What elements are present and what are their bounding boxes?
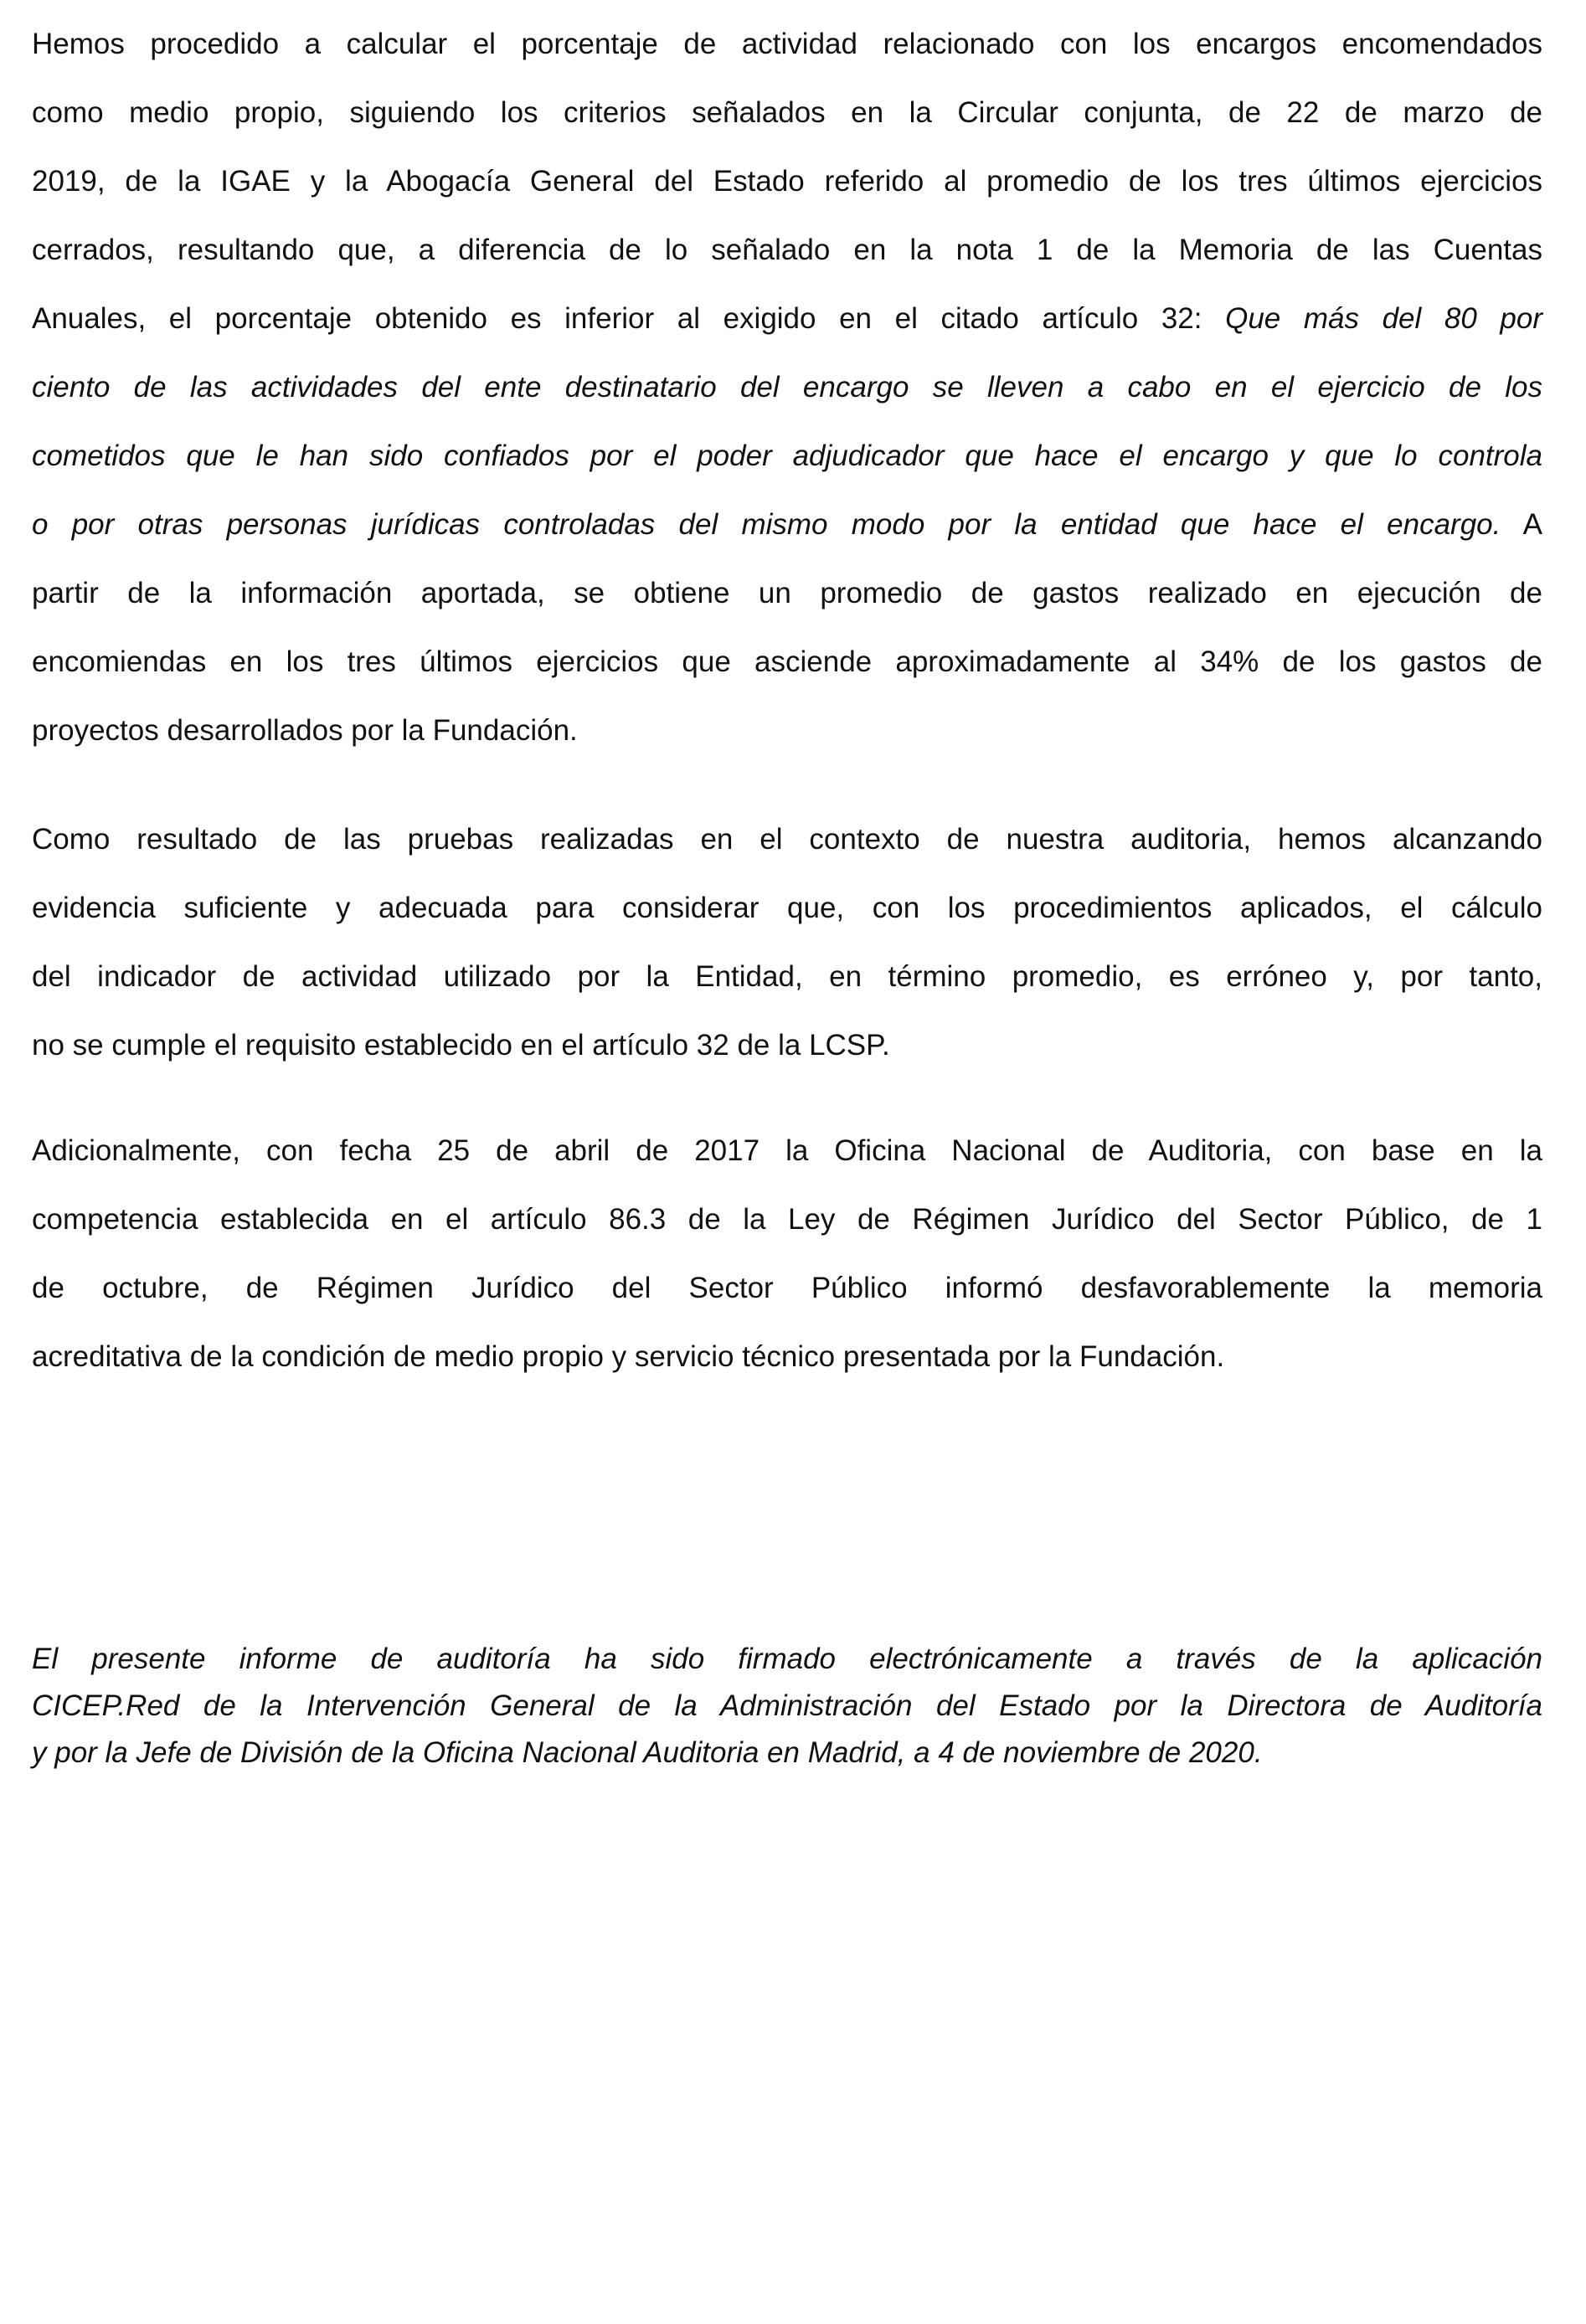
- text-segment: Anuales, el porcentaje obtenido es inferior al exigido en el citado artículo 32:: [32, 302, 1226, 335]
- text-segment: cometidos que le han sido confiados por el poder adjudicador que hace el encargo y que lo controla: [32, 440, 1542, 472]
- text-line: [32, 491, 1542, 559]
- text-line: [32, 1185, 1542, 1254]
- text-line: [32, 353, 1542, 422]
- text-line: [32, 422, 1542, 491]
- text-segment: A: [1501, 508, 1542, 541]
- text-segment: cerrados, resultando que, a diferencia de lo señalado en la nota 1 de la Memoria de las Cuentas: [32, 234, 1542, 266]
- text-line: [32, 10, 1542, 79]
- text-segment: encomiendas en los tres últimos ejercicios que asciende aproximadamente al 34% de los gastos de: [32, 645, 1542, 678]
- text-line: [32, 1323, 1542, 1391]
- signature-note: [32, 1636, 1542, 1776]
- text-segment: y por la Jefe de División de la Oficina Nacional Auditoria en Madrid, a 4 de noviembre de 2020.: [32, 1736, 1263, 1769]
- text-segment: 2019, de la IGAE y la Abogacía General del Estado referido al promedio de los tres últimos ejercicios: [32, 165, 1542, 198]
- text-line: [32, 874, 1542, 943]
- text-line: [32, 628, 1542, 697]
- text-segment: Adicionalmente, con fecha 25 de abril de 2017 la Oficina Nacional de Auditoria, con base en la: [32, 1134, 1542, 1167]
- text-line: [32, 1254, 1542, 1323]
- text-line: [32, 943, 1542, 1011]
- text-line: [32, 697, 1542, 765]
- text-segment: competencia establecida en el artículo 86.3 de la Ley de Régimen Jurídico del Sector Público, de 1: [32, 1203, 1542, 1236]
- text-segment: o por otras personas jurídicas controladas del mismo modo por la entidad que hace el encargo.: [32, 508, 1501, 541]
- text-segment: Como resultado de las pruebas realizadas en el contexto de nuestra auditoria, hemos alcanzando: [32, 823, 1542, 856]
- text-segment: evidencia suficiente y adecuada para considerar que, con los procedimientos aplicados, el cálculo: [32, 892, 1542, 924]
- text-segment: como medio propio, siguiendo los criterios señalados en la Circular conjunta, de 22 de marzo de: [32, 96, 1542, 129]
- text-line: [32, 1636, 1542, 1683]
- text-line: [32, 1683, 1542, 1730]
- text-segment: Hemos procedido a calcular el porcentaje de actividad relacionado con los encargos encomendados: [32, 28, 1542, 60]
- text-line: [32, 1011, 1542, 1080]
- text-line: [32, 147, 1542, 216]
- text-segment: proyectos desarrollados por la Fundación.: [32, 714, 578, 747]
- text-segment: partir de la información aportada, se obtiene un promedio de gastos realizado en ejecución de: [32, 577, 1542, 609]
- text-line: [32, 216, 1542, 285]
- text-segment: ciento de las actividades del ente destinatario del encargo se lleven a cabo en el ejercicio de los: [32, 371, 1542, 404]
- text-segment: del indicador de actividad utilizado por la Entidad, en término promedio, es erróneo y, por tanto,: [32, 960, 1542, 993]
- text-line: [32, 559, 1542, 628]
- paragraph-audit-conclusion: [32, 805, 1542, 1080]
- text-segment: El presente informe de auditoría ha sido firmado electrónicamente a través de la aplicación: [32, 1643, 1542, 1675]
- text-segment: CICEP.Red de la Intervención General de la Administración del Estado por la Directora de Auditoría: [32, 1689, 1542, 1722]
- text-line: [32, 1730, 1542, 1776]
- text-line: [32, 285, 1542, 353]
- paragraph-additional-report: [32, 1117, 1542, 1391]
- text-segment: de octubre, de Régimen Jurídico del Sector Público informó desfavorablemente la memoria: [32, 1272, 1542, 1304]
- paragraph-medio-propio-calculation: [32, 10, 1542, 765]
- text-segment: Que más del 80 por: [1225, 302, 1542, 335]
- text-line: [32, 805, 1542, 874]
- text-line: [32, 79, 1542, 147]
- text-segment: acreditativa de la condición de medio propio y servicio técnico presentada por la Fundación.: [32, 1340, 1225, 1373]
- text-line: [32, 1117, 1542, 1185]
- text-segment: no se cumple el requisito establecido en el artículo 32 de la LCSP.: [32, 1029, 890, 1062]
